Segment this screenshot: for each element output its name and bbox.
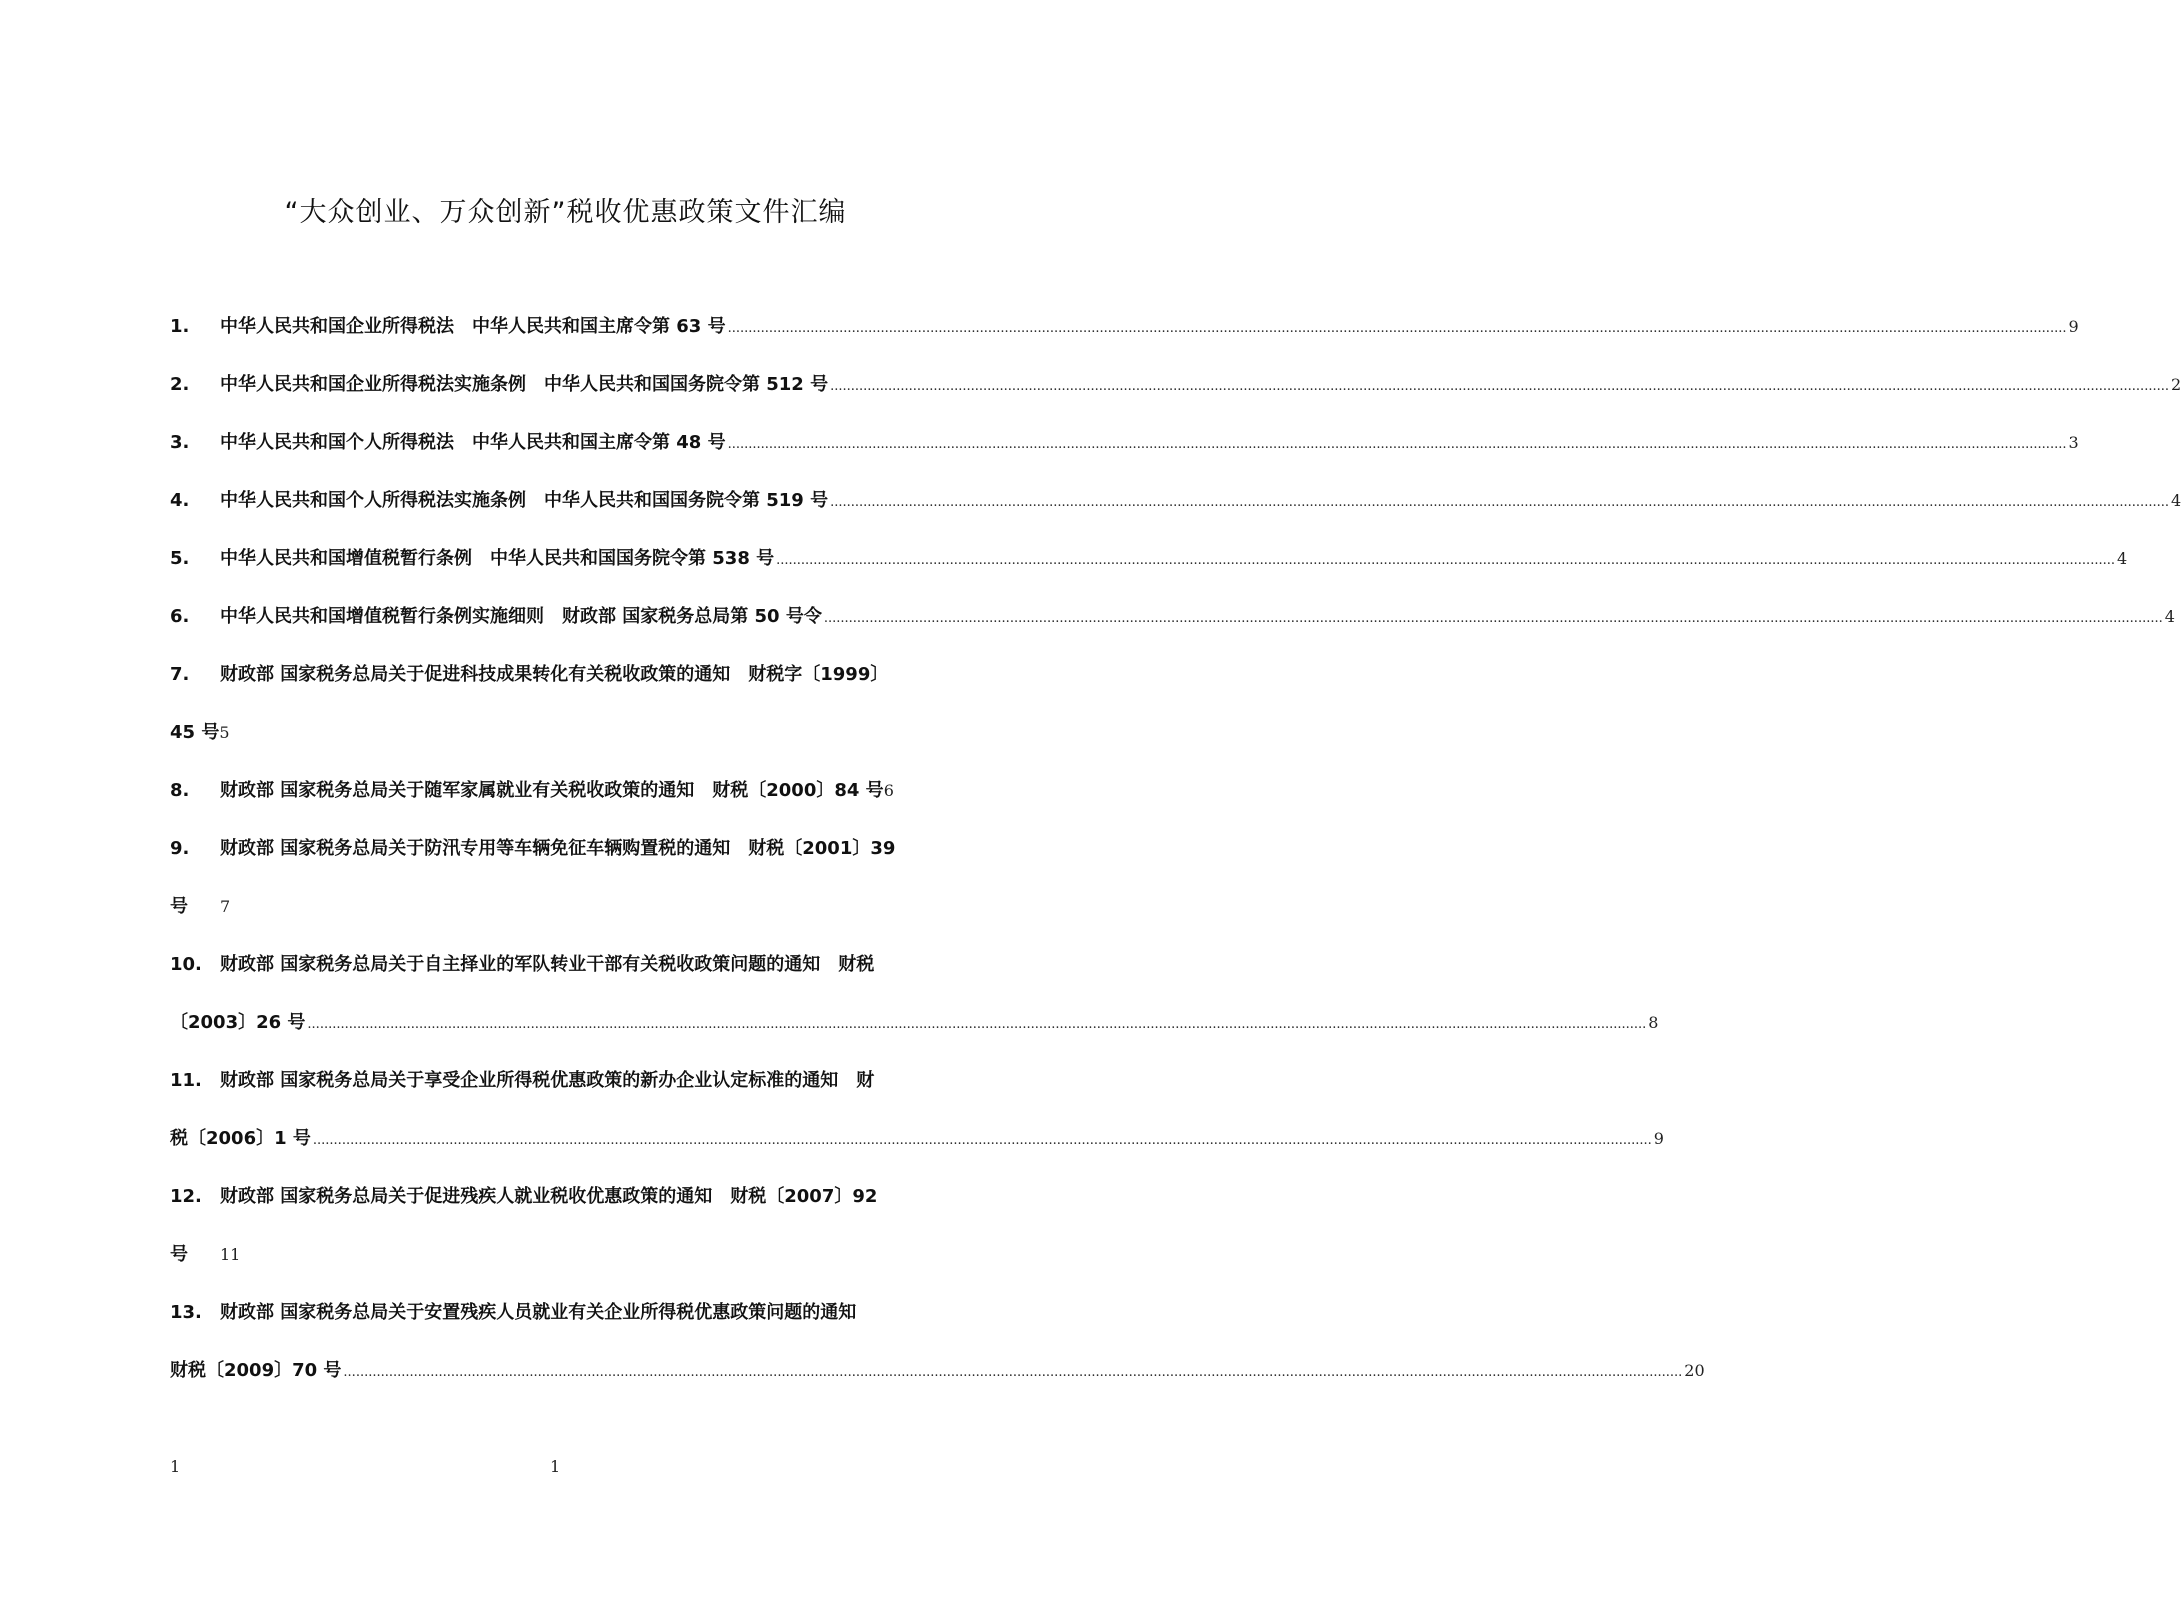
toc-entry-page: 9 xyxy=(1653,1129,1664,1148)
toc-entry-13[interactable] xyxy=(170,1298,945,1328)
toc-entry-title: 财政部 国家税务总局关于安置残疾人员就业有关企业所得税优惠政策问题的通知 xyxy=(220,1302,857,1323)
toc-entry-title-continued: 号 xyxy=(170,1244,188,1265)
toc-leader-dots: .................................................................................................................................................................................................................................................................................................................................... xyxy=(727,437,2067,452)
footer-left-page-number: 1 xyxy=(170,1457,181,1476)
toc-entry-title-continued: 财税〔2009〕70 号 xyxy=(170,1360,342,1381)
toc-entry-10-continuation[interactable] xyxy=(170,1008,1659,1038)
toc-entry-title: 中华人民共和国企业所得税法 中华人民共和国主席令第 63 号 xyxy=(220,316,726,337)
toc-entry-number: 12. xyxy=(170,1186,202,1207)
toc-entry-title: 中华人民共和国企业所得税法实施条例 中华人民共和国国务院令第 512 号 xyxy=(220,374,829,395)
toc-leader-dots: .................................................................................................................................................................................................................................................................................................................................... xyxy=(823,611,2163,626)
toc-entry-3[interactable] xyxy=(170,428,2079,458)
toc-entry-9[interactable] xyxy=(170,834,945,864)
toc-entry-page: 9 xyxy=(2068,317,2079,336)
toc-entry-1[interactable] xyxy=(170,312,2079,342)
toc-leader-dots: .................................................................................................................................................................................................................................................................................................................................... xyxy=(830,379,2169,394)
toc-entry-12[interactable] xyxy=(170,1182,945,1212)
toc-entry-page: 8 xyxy=(1648,1013,1659,1032)
toc-entry-number: 10. xyxy=(170,954,202,975)
toc-entry-page: 3 xyxy=(2068,433,2079,452)
toc-entry-number: 8. xyxy=(170,780,190,801)
toc-entry-12-continuation[interactable] xyxy=(170,1240,945,1270)
toc-entry-number: 6. xyxy=(170,606,190,627)
toc-entry-title: 中华人民共和国增值税暂行条例 中华人民共和国国务院令第 538 号 xyxy=(220,548,775,569)
toc-entry-page: 4 xyxy=(2164,607,2175,626)
toc-entry-number: 3. xyxy=(170,432,190,453)
toc-entry-title: 财政部 国家税务总局关于防汛专用等车辆免征车辆购置税的通知 财税〔2001〕39 xyxy=(220,838,896,859)
toc-entry-9-continuation[interactable] xyxy=(170,892,945,922)
toc-entry-page: 2 xyxy=(2170,375,2181,394)
toc-entry-page: 4 xyxy=(2170,491,2181,510)
toc-entry-title: 财政部 国家税务总局关于随军家属就业有关税收政策的通知 财税〔2000〕84 号 xyxy=(220,780,884,801)
toc-entry-page: 7 xyxy=(220,897,231,916)
toc-entry-11[interactable] xyxy=(170,1066,945,1096)
toc-entry-title-continued: 号 xyxy=(170,896,188,917)
toc-entry-title-continued: 税〔2006〕1 号 xyxy=(170,1128,311,1149)
toc-entry-13-continuation[interactable] xyxy=(170,1356,1705,1386)
toc-entry-title: 财政部 国家税务总局关于促进科技成果转化有关税收政策的通知 财税字〔1999〕 xyxy=(220,664,889,685)
toc-entry-number: 13. xyxy=(170,1302,202,1323)
toc-entry-7-continuation[interactable] xyxy=(170,718,945,748)
toc-entry-title: 中华人民共和国个人所得税法实施条例 中华人民共和国国务院令第 519 号 xyxy=(220,490,829,511)
toc-entry-title-continued: 45 号 xyxy=(170,722,220,743)
toc-entry-7[interactable] xyxy=(170,660,945,690)
toc-entry-5[interactable] xyxy=(170,544,2128,574)
document-title: “大众创业、万众创新”税收优惠政策文件汇编 xyxy=(284,197,847,228)
toc-entry-6[interactable] xyxy=(170,602,2175,632)
toc-entry-number: 7. xyxy=(170,664,190,685)
toc-entry-11-continuation[interactable] xyxy=(170,1124,1664,1154)
toc-entry-title: 财政部 国家税务总局关于促进残疾人就业税收优惠政策的通知 财税〔2007〕92 xyxy=(220,1186,878,1207)
toc-entry-page: 6 xyxy=(883,781,894,800)
toc-entry-number: 2. xyxy=(170,374,190,395)
toc-entry-title: 财政部 国家税务总局关于享受企业所得税优惠政策的新办企业认定标准的通知 财 xyxy=(220,1070,875,1091)
toc-entry-number: 1. xyxy=(170,316,190,337)
toc-entry-10[interactable] xyxy=(170,950,945,980)
toc-leader-dots: .................................................................................................................................................................................................................................................................................................................................... xyxy=(830,495,2169,510)
toc-leader-dots: .................................................................................................................................................................................................................................................................................................................................... xyxy=(307,1017,1647,1032)
toc-leader-dots: .................................................................................................................................................................................................................................................................................................................................... xyxy=(776,553,2115,568)
toc-entry-title: 财政部 国家税务总局关于自主择业的军队转业干部有关税收政策问题的通知 财税 xyxy=(220,954,875,975)
footer-center-page-number: 1 xyxy=(550,1457,561,1476)
toc-entry-title: 中华人民共和国个人所得税法 中华人民共和国主席令第 48 号 xyxy=(220,432,726,453)
toc-entry-2[interactable] xyxy=(170,370,2181,400)
toc-entry-title: 中华人民共和国增值税暂行条例实施细则 财政部 国家税务总局第 50 号令 xyxy=(220,606,822,627)
toc-entry-title-continued: 〔2003〕26 号 xyxy=(170,1012,306,1033)
toc-entry-page: 11 xyxy=(220,1245,241,1264)
toc-entry-4[interactable] xyxy=(170,486,2181,516)
toc-entry-page: 4 xyxy=(2116,549,2128,568)
toc-entry-page: 20 xyxy=(1684,1361,1705,1380)
toc-entry-number: 4. xyxy=(170,490,190,511)
toc-entry-page: 5 xyxy=(219,723,230,742)
toc-leader-dots: .................................................................................................................................................................................................................................................................................................................................... xyxy=(343,1365,1683,1380)
toc-entry-number: 11. xyxy=(170,1070,202,1091)
toc-entry-number: 5. xyxy=(170,548,190,569)
toc-leader-dots: .................................................................................................................................................................................................................................................................................................................................... xyxy=(312,1133,1652,1148)
toc-entry-8[interactable] xyxy=(170,776,945,806)
toc-entry-number: 9. xyxy=(170,838,190,859)
toc-leader-dots: .................................................................................................................................................................................................................................................................................................................................... xyxy=(727,321,2067,336)
